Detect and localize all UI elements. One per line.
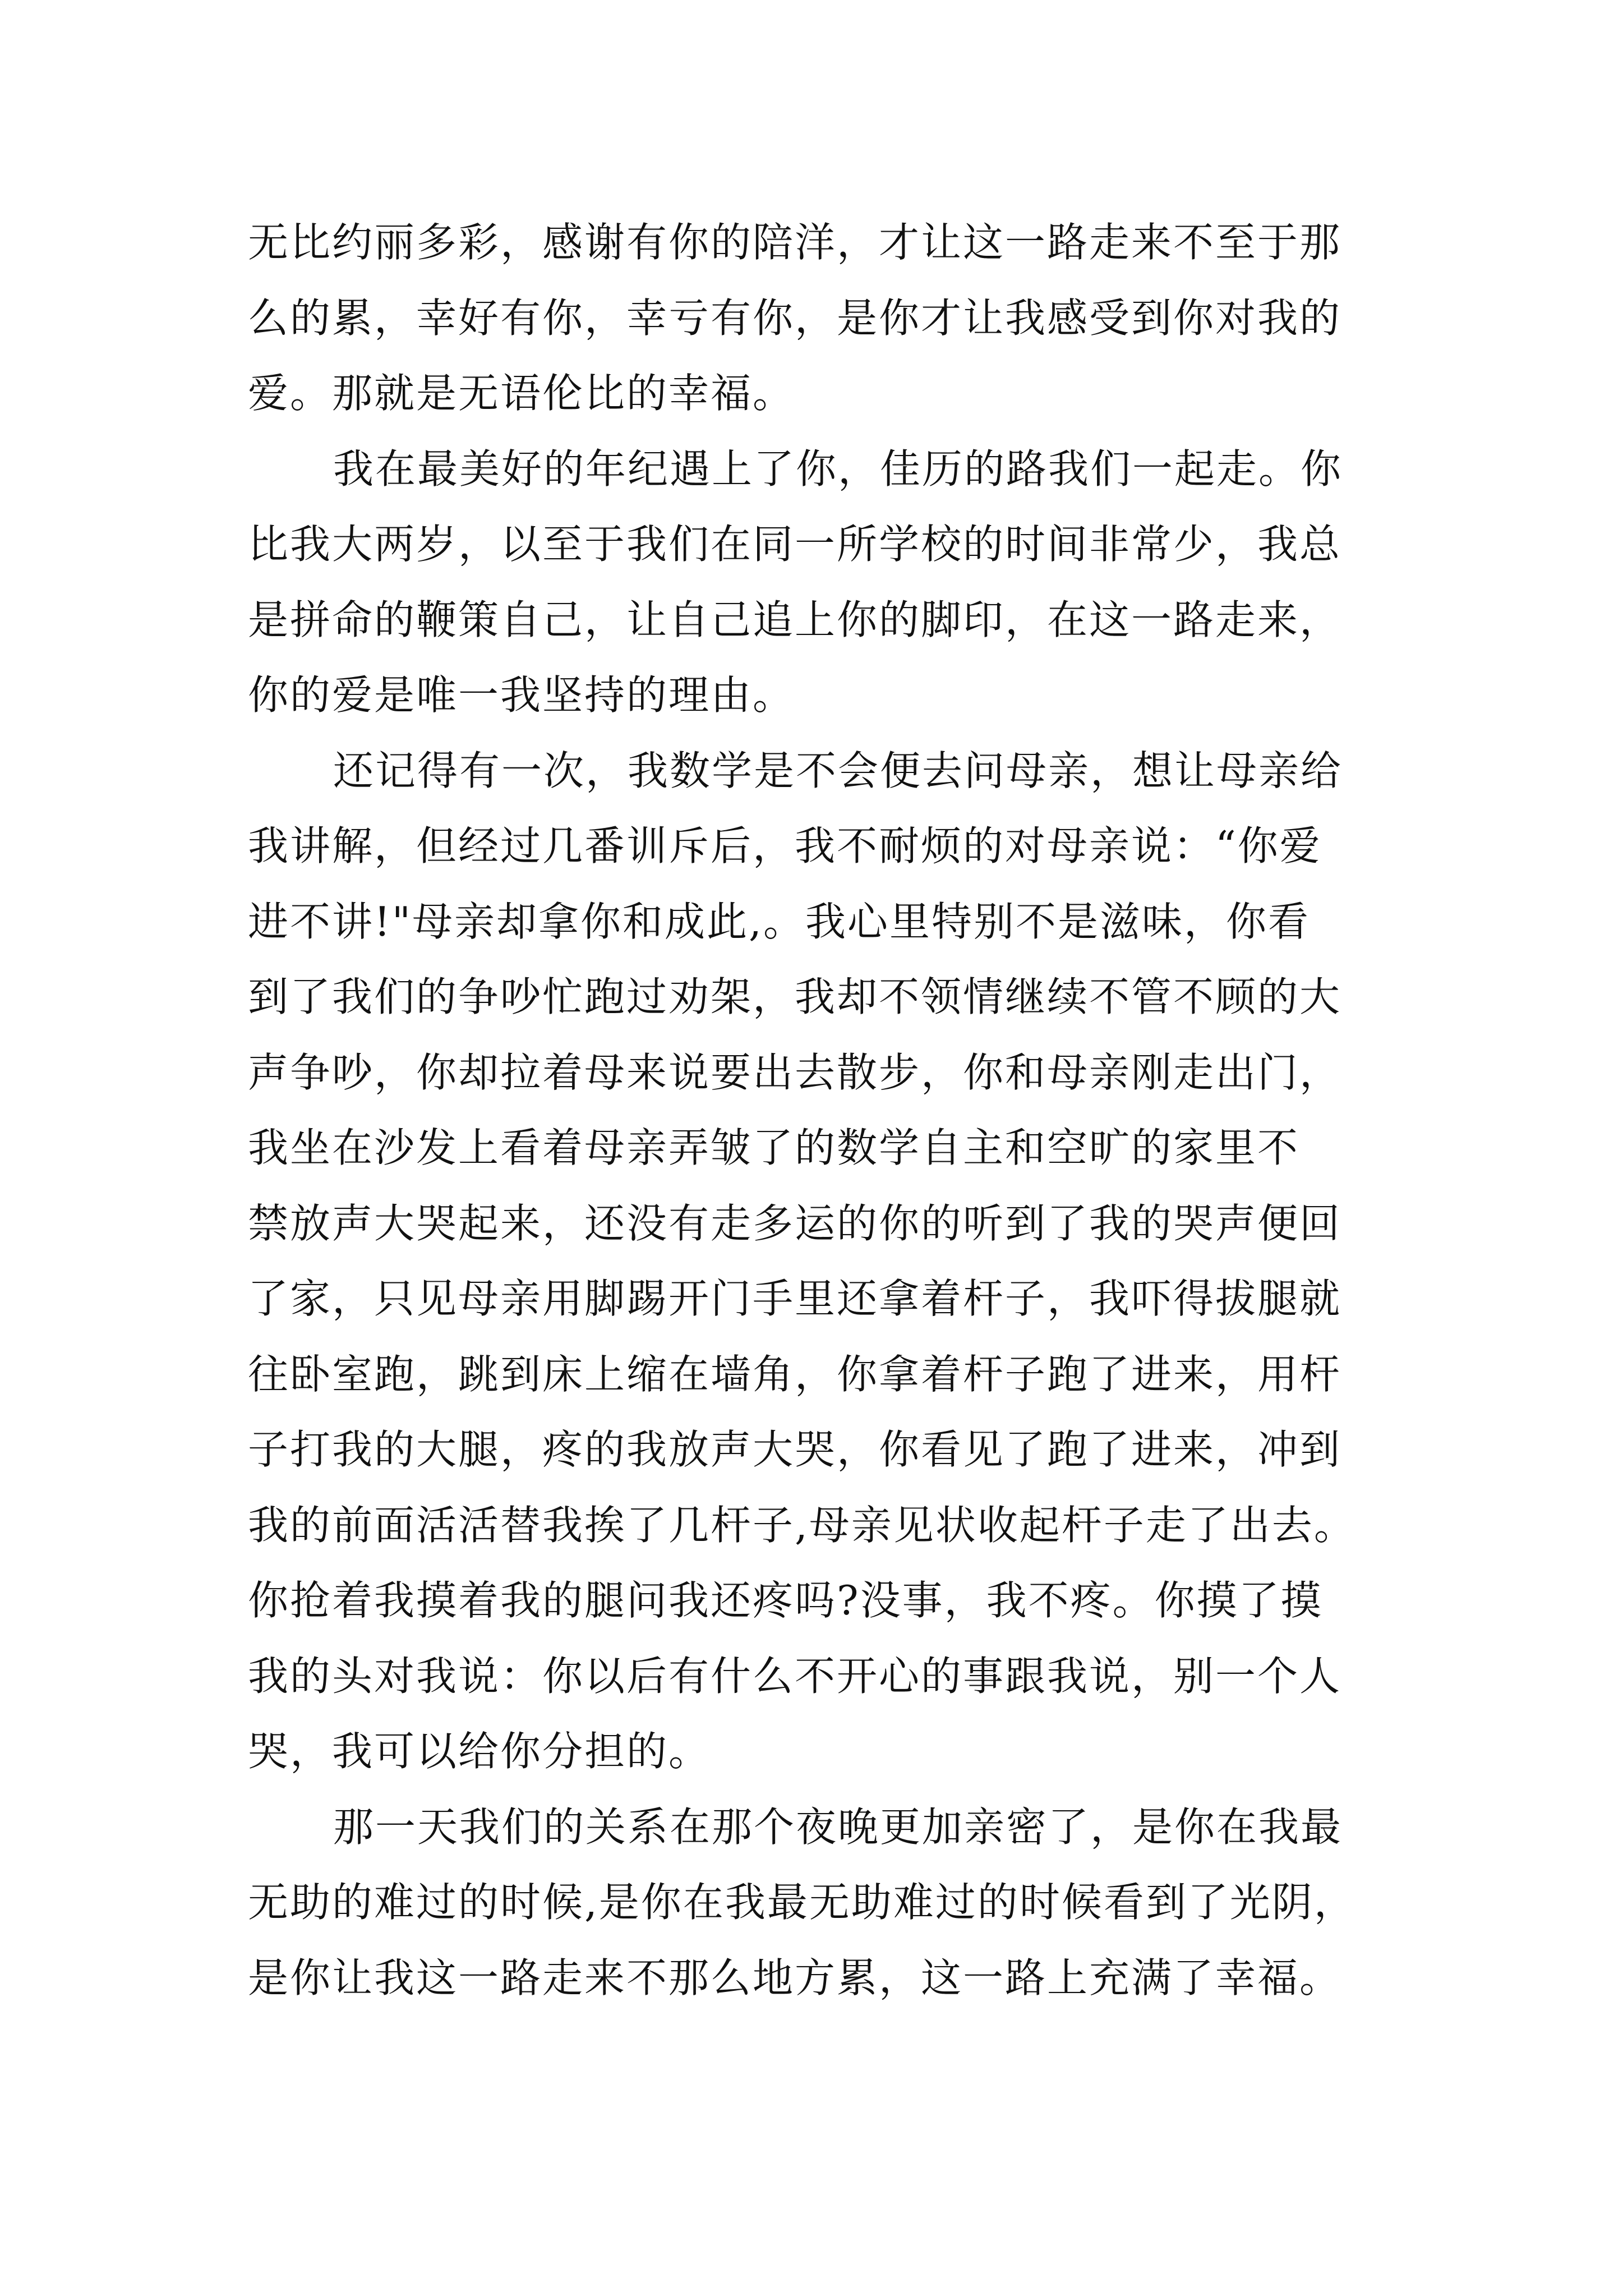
text-line: 往卧室跑，跳到床上缩在墙角，你拿着杆子跑了进来，用杆 xyxy=(248,1350,1342,1398)
paragraph-first-line: 那一天我们的关系在那个夜晚更加亲密了，是你在我最 xyxy=(333,1803,1343,1851)
text-line: 爱。那就是无语伦比的幸福。 xyxy=(248,370,795,417)
document-body xyxy=(248,205,1375,2016)
paragraph-first-line: 我在最美好的年纪遇上了你，佳历的路我们一起走。你 xyxy=(333,445,1343,493)
text-line: 我坐在沙发上看着母亲弄皱了的数学自主和空旷的家里不 xyxy=(248,1124,1300,1171)
text-line: 无比约丽多彩，感谢有你的陪洋，才让这一路走来不至于那 xyxy=(248,219,1342,266)
text-line: 你抢着我摸着我的腿问我还疼吗?没事，我不疼。你摸了摸 xyxy=(248,1577,1323,1624)
text-line: 了家，只见母亲用脚踢开门手里还拿着杆子，我吓得拔腿就 xyxy=(248,1275,1342,1322)
text-line: 哭，我可以给你分担的。 xyxy=(248,1728,711,1775)
text-line: 我的前面活活替我挨了几杆子,母亲见状收起杆子走了出去。 xyxy=(248,1501,1356,1549)
text-line: 我的头对我说：你以后有什么不开心的事跟我说，别一个人 xyxy=(248,1652,1342,1700)
text-line: 是你让我这一路走来不那么地方累，这一路上充满了幸福。 xyxy=(248,1954,1342,2001)
paragraph-first-line: 还记得有一次，我数学是不会便去问母亲，想让母亲给 xyxy=(333,747,1343,794)
text-line: 到了我们的争吵忙跑过劝架，我却不领情继续不管不顾的大 xyxy=(248,973,1342,1020)
text-line: 禁放声大哭起来，还没有走多运的你的听到了我的哭声便回 xyxy=(248,1199,1342,1247)
text-line: 进不讲!"母亲却拿你和成此,。我心里特别不是滋味，你看 xyxy=(248,898,1310,945)
text-line: 比我大两岁，以至于我们在同一所学校的时间非常少，我总 xyxy=(248,521,1342,568)
text-line: 子打我的大腿，疼的我放声大哭，你看见了跑了进来，冲到 xyxy=(248,1426,1342,1473)
text-line: 么的累，幸好有你，幸亏有你，是你才让我感受到你对我的 xyxy=(248,294,1342,342)
text-line: 声争吵，你却拉着母来说要出去散步，你和母亲刚走出门， xyxy=(248,1048,1342,1096)
text-line: 你的爱是唯一我坚持的理由。 xyxy=(248,671,795,719)
text-line: 无助的难过的时候,是你在我最无助难过的时候看到了光阴， xyxy=(248,1879,1356,1926)
text-line: 是拼命的鞭策自己，让自己追上你的脚印，在这一路走来， xyxy=(248,596,1342,643)
text-line: 我讲解，但经过几番训斥后，我不耐烦的对母亲说：“你爱 xyxy=(248,822,1322,869)
